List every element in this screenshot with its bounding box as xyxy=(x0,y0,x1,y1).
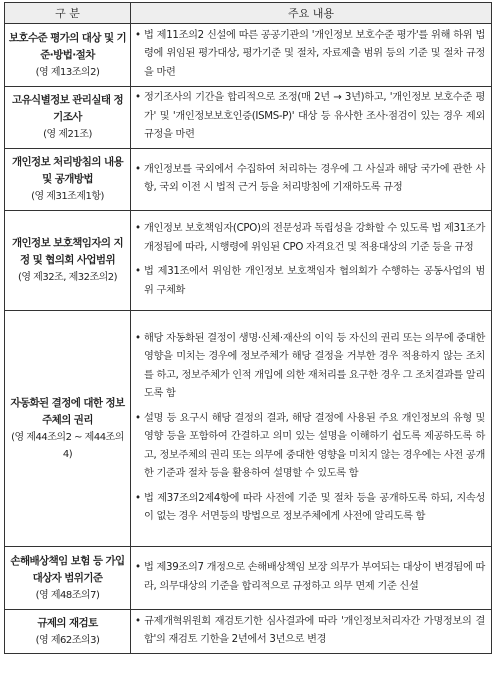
table-row xyxy=(5,311,492,547)
row-category xyxy=(5,547,131,610)
item-text: 규제개혁위원회 재검토기한 심사결과에 따라 '개인정보처리자간 가명정보의 결합'의 재검토 기한을 2년에서 3년으로 변경 xyxy=(144,615,485,645)
list-item xyxy=(135,89,485,145)
row-title: 자동화된 결정에 대한 정보주체의 권리 xyxy=(10,396,125,426)
item-text: 해당 자동화된 결정이 생명·신체·재산의 이익 등 자신의 권리 또는 의무에 중대한 영향을 미치는 경우에 정보주체가 해당 결정을 거부한 경우 적용하지 않는 조치를 하고, 정보주체가 인적 개입에 의한 재처리를 요구한 경우 그 조치결과를 알리도록 함 xyxy=(144,332,485,399)
row-content xyxy=(131,610,492,654)
bullet-icon: • xyxy=(135,492,141,504)
row-title: 고유식별정보 관리실태 정기조사 xyxy=(11,94,124,123)
table-row xyxy=(5,149,492,211)
list-item xyxy=(135,161,485,198)
row-content xyxy=(131,311,492,547)
list-item xyxy=(135,263,485,300)
row-title: 손해배상책임 보험 등 가입 대상자 범위기준 xyxy=(10,554,125,584)
bullet-icon: • xyxy=(135,163,141,175)
table-row xyxy=(5,211,492,311)
list-item xyxy=(135,27,485,83)
item-text: 법 제31조에서 위임한 개인정보 보호책임자 협의회가 수행하는 공동사업의 범위 구체화 xyxy=(144,266,485,296)
row-content xyxy=(131,547,492,610)
bullet-icon: • xyxy=(135,332,141,344)
header-category: 구 분 xyxy=(5,3,131,24)
list-item xyxy=(135,410,485,484)
row-category xyxy=(5,24,131,87)
row-category xyxy=(5,211,131,311)
item-text: 법 제37조의2제4항에 따라 사전에 기준 및 절차 등을 공개하도록 하되, 지속성이 없는 경우 서면등의 방법으로 정보주체에게 사전에 알리도록 함 xyxy=(144,492,485,522)
table-row xyxy=(5,87,492,149)
amendment-table xyxy=(4,2,492,654)
list-item xyxy=(135,330,485,404)
bullet-icon: • xyxy=(135,266,141,277)
row-content xyxy=(131,87,492,149)
row-reference: (영 제21조) xyxy=(43,129,92,140)
table-row xyxy=(5,547,492,610)
row-title: 개인정보 보호책임자의 지정 및 협의회 사업범위 xyxy=(11,237,124,266)
row-reference: (영 제44조의2 ~ 제44조의4) xyxy=(11,431,124,460)
row-category xyxy=(5,610,131,654)
item-text: 정기조사의 기간을 합리적으로 조정(매 2년 → 3년)하고, '개인정보 보호수준 평가' 및 '개인정보보호인증(ISMS-P)' 대상 등 유사한 조사·점검이 있는 경우 제외 규정을 마련 xyxy=(144,92,485,141)
row-reference: (영 제62조의3) xyxy=(35,634,100,646)
bullet-icon: • xyxy=(135,412,141,424)
row-title: 보호수준 평가의 대상 및 기준·방법·절차 xyxy=(8,31,127,61)
list-item xyxy=(135,613,485,650)
row-content xyxy=(131,149,492,211)
table-row xyxy=(5,24,492,87)
list-item xyxy=(135,220,485,257)
bullet-icon: • xyxy=(135,562,141,573)
row-category xyxy=(5,87,131,149)
bullet-icon: • xyxy=(135,29,141,41)
row-reference: (영 제32조, 제32조의2) xyxy=(17,272,118,283)
list-item xyxy=(135,490,485,527)
item-text: 설명 등 요구시 해당 결정의 결과, 해당 결정에 사용된 주요 개인정보의 유형 및 영향 등을 포함하여 간결하고 의미 있는 설명을 이해하기 쉽도록 제공하도록 하고, 정보주체의 권리 또는 의무에 중대한 영향을 미치지 않는 경우에는 사전 공개한 기준과 절차 등을 활용하여 설명할 수 있도록 함 xyxy=(144,412,485,479)
bullet-icon: • xyxy=(135,92,141,104)
row-category xyxy=(5,311,131,547)
row-title: 규제의 재검토 xyxy=(37,616,98,629)
item-text: 개인정보를 국외에서 수집하여 처리하는 경우에 그 사실과 해당 국가에 관한 사항, 국외 이전 시 법적 근거 등을 처리방침에 기재하도록 규정 xyxy=(144,163,485,193)
row-content xyxy=(131,24,492,87)
bullet-icon: • xyxy=(135,615,141,627)
row-content xyxy=(131,211,492,311)
item-text: 법 제39조의7 개정으로 손해배상책임 보장 의무가 부여되는 대상이 변경됨에 따라, 의무대상의 기준을 합리적으로 규정하고 의무 면제 기준 신설 xyxy=(144,562,485,592)
row-title: 개인정보 처리방침의 내용 및 공개방법 xyxy=(11,156,124,185)
item-text: 개인정보 보호책임자(CPO)의 전문성과 독립성을 강화할 수 있도록 법 제31조가 개정됨에 따라, 시행령에 위임된 CPO 자격요건 및 적용대상의 기준 등을 규정 xyxy=(144,223,485,253)
row-reference: (영 제48조의7) xyxy=(35,589,100,601)
list-item xyxy=(135,559,485,596)
table-row xyxy=(5,610,492,654)
bullet-icon: • xyxy=(135,223,141,234)
row-reference: (영 제31조제1항) xyxy=(31,191,104,202)
item-text: 법 제11조의2 신설에 따른 공공기관의 '개인정보 보호수준 평가'를 위해 하위 법령에 위임된 평가대상, 평가기준 및 절차, 자료제출 범위 등의 기준 및 절차 규정을 마련 xyxy=(144,29,485,78)
row-category xyxy=(5,149,131,211)
table-header-row xyxy=(5,3,492,24)
regulation-table xyxy=(4,2,492,654)
row-reference: (영 제13조의2) xyxy=(35,66,100,78)
header-content: 주요 내용 xyxy=(131,3,492,24)
